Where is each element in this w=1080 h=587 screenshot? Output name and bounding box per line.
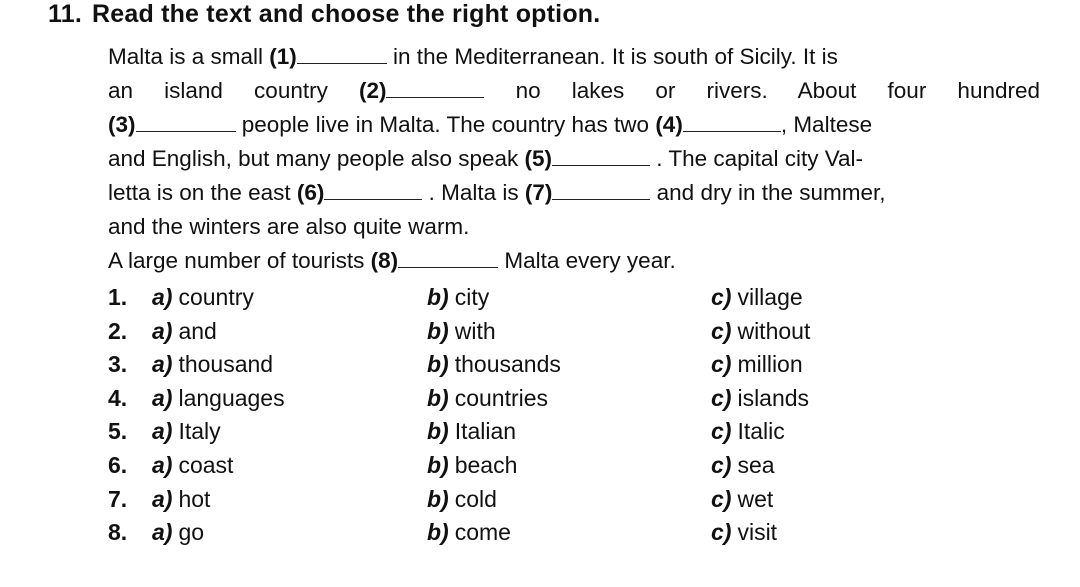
option-text: sea bbox=[737, 451, 775, 478]
option-b[interactable] bbox=[427, 385, 548, 412]
passage-line bbox=[108, 176, 1040, 210]
option-letter: b) bbox=[427, 451, 449, 478]
option-letter: c) bbox=[711, 519, 732, 546]
option-letter: a) bbox=[152, 384, 173, 411]
option-c[interactable] bbox=[711, 452, 775, 479]
passage-line: and the winters are also quite warm. bbox=[108, 214, 470, 239]
option-letter: c) bbox=[711, 485, 732, 512]
option-letter: a) bbox=[152, 284, 173, 310]
passage-text: Malta every year. bbox=[498, 248, 676, 273]
option-text: cold bbox=[454, 485, 497, 512]
gap-number: (3) bbox=[108, 112, 136, 137]
option-letter: a) bbox=[152, 317, 173, 344]
option-text: thousands bbox=[454, 351, 561, 378]
question-number: 6. bbox=[108, 451, 128, 478]
passage-text: . The capital city Val- bbox=[650, 146, 864, 171]
option-letter: b) bbox=[427, 317, 449, 344]
gap-blank bbox=[552, 181, 650, 200]
option-text: city bbox=[454, 284, 490, 310]
passage-line bbox=[108, 244, 1040, 278]
option-a[interactable] bbox=[152, 318, 217, 345]
option-a[interactable] bbox=[152, 519, 204, 546]
option-text: thousand bbox=[178, 351, 274, 378]
option-text: million bbox=[737, 351, 803, 378]
question-number: 1. bbox=[108, 284, 128, 310]
option-letter: a) bbox=[152, 418, 173, 445]
option-letter: c) bbox=[711, 418, 732, 445]
gap-blank bbox=[552, 147, 650, 166]
option-text: islands bbox=[737, 384, 810, 411]
option-letter: c) bbox=[711, 384, 732, 411]
option-text: beach bbox=[454, 451, 518, 478]
gap-blank bbox=[683, 113, 781, 132]
option-letter: c) bbox=[711, 284, 732, 310]
gap-number: (1) bbox=[269, 44, 297, 69]
option-letter: c) bbox=[711, 317, 732, 344]
option-letter: a) bbox=[152, 351, 173, 378]
option-a[interactable] bbox=[152, 284, 254, 311]
option-c[interactable] bbox=[711, 385, 809, 412]
passage-text: Malta is a small bbox=[108, 44, 270, 69]
question-number: 5. bbox=[108, 418, 128, 445]
exercise-instruction: Read the text and choose the right option. bbox=[91, 0, 601, 28]
option-b[interactable] bbox=[427, 351, 561, 378]
passage-text: and English, but many people also speak bbox=[108, 146, 525, 171]
option-b[interactable] bbox=[427, 418, 516, 445]
option-text: languages bbox=[178, 384, 285, 411]
question-number: 4. bbox=[108, 384, 128, 411]
option-b[interactable] bbox=[427, 318, 496, 345]
option-b[interactable] bbox=[427, 284, 489, 311]
option-text: countries bbox=[454, 384, 549, 411]
option-text: Italian bbox=[454, 418, 517, 445]
gap-blank bbox=[398, 249, 498, 268]
option-text: hot bbox=[178, 485, 211, 512]
gap-number: (2) bbox=[358, 78, 387, 103]
option-letter: a) bbox=[152, 519, 173, 546]
option-letter: b) bbox=[427, 351, 449, 378]
option-b[interactable] bbox=[427, 519, 511, 546]
option-letter: b) bbox=[427, 384, 449, 411]
question-number: 7. bbox=[108, 485, 128, 512]
option-text: without bbox=[737, 317, 811, 344]
option-c[interactable] bbox=[711, 519, 777, 546]
option-text: wet bbox=[737, 485, 774, 512]
question-number: 8. bbox=[108, 519, 128, 546]
gap-blank bbox=[324, 181, 422, 200]
option-c[interactable] bbox=[711, 351, 803, 378]
passage-line bbox=[108, 40, 1040, 74]
option-text: coast bbox=[178, 451, 234, 478]
passage-text: and dry in the summer, bbox=[650, 180, 886, 205]
passage-text: letta is on the east bbox=[108, 180, 297, 205]
option-text: Italy bbox=[178, 418, 221, 445]
option-letter: c) bbox=[711, 451, 732, 478]
gap-blank bbox=[297, 45, 387, 64]
passage-line bbox=[108, 142, 1040, 176]
option-text: country bbox=[178, 284, 254, 310]
option-a[interactable] bbox=[152, 452, 233, 479]
option-a[interactable] bbox=[152, 351, 273, 378]
option-b[interactable] bbox=[427, 452, 517, 479]
passage-line bbox=[108, 108, 1040, 142]
option-text: village bbox=[737, 284, 803, 310]
gap-blank bbox=[386, 79, 484, 98]
option-a[interactable] bbox=[152, 418, 221, 445]
question-number: 2. bbox=[108, 317, 128, 344]
passage-line bbox=[108, 74, 1040, 108]
option-text: visit bbox=[737, 519, 778, 546]
option-text: with bbox=[454, 317, 496, 344]
option-letter: b) bbox=[427, 485, 449, 512]
reading-passage bbox=[108, 40, 1040, 278]
option-text: and bbox=[178, 317, 217, 344]
passage-text: an island country bbox=[108, 78, 359, 103]
option-letter: a) bbox=[152, 485, 173, 512]
option-letter: b) bbox=[427, 519, 449, 546]
option-text: Italic bbox=[737, 418, 785, 445]
option-text: go bbox=[178, 519, 205, 546]
option-a[interactable] bbox=[152, 385, 285, 412]
option-c[interactable] bbox=[711, 284, 803, 311]
gap-blank bbox=[136, 113, 236, 132]
gap-number: (7) bbox=[524, 180, 553, 205]
option-letter: b) bbox=[427, 284, 449, 310]
option-c[interactable] bbox=[711, 486, 773, 513]
option-letter: a) bbox=[152, 451, 173, 478]
passage-text: A large number of tourists bbox=[108, 248, 371, 273]
gap-number: (6) bbox=[296, 180, 325, 205]
option-c[interactable] bbox=[711, 318, 810, 345]
gap-number: (8) bbox=[370, 248, 399, 273]
option-c[interactable] bbox=[711, 418, 785, 445]
option-letter: b) bbox=[427, 418, 449, 445]
passage-text: , Maltese bbox=[780, 112, 873, 137]
option-letter: c) bbox=[711, 351, 732, 378]
passage-text: . Malta is bbox=[422, 180, 525, 205]
passage-text: no lakes or rivers. About four hundred bbox=[484, 78, 1041, 103]
exercise-number: 11. bbox=[48, 0, 82, 28]
option-b[interactable] bbox=[427, 486, 497, 513]
gap-number: (4) bbox=[655, 112, 683, 137]
exercise-heading bbox=[48, 0, 600, 29]
passage-text: people live in Malta. The country has two bbox=[235, 112, 656, 137]
question-number: 3. bbox=[108, 351, 128, 378]
option-a[interactable] bbox=[152, 486, 210, 513]
gap-number: (5) bbox=[524, 146, 553, 171]
option-text: come bbox=[454, 519, 511, 546]
passage-text: in the Mediterranean. It is south of Sicily. It is bbox=[386, 44, 838, 69]
